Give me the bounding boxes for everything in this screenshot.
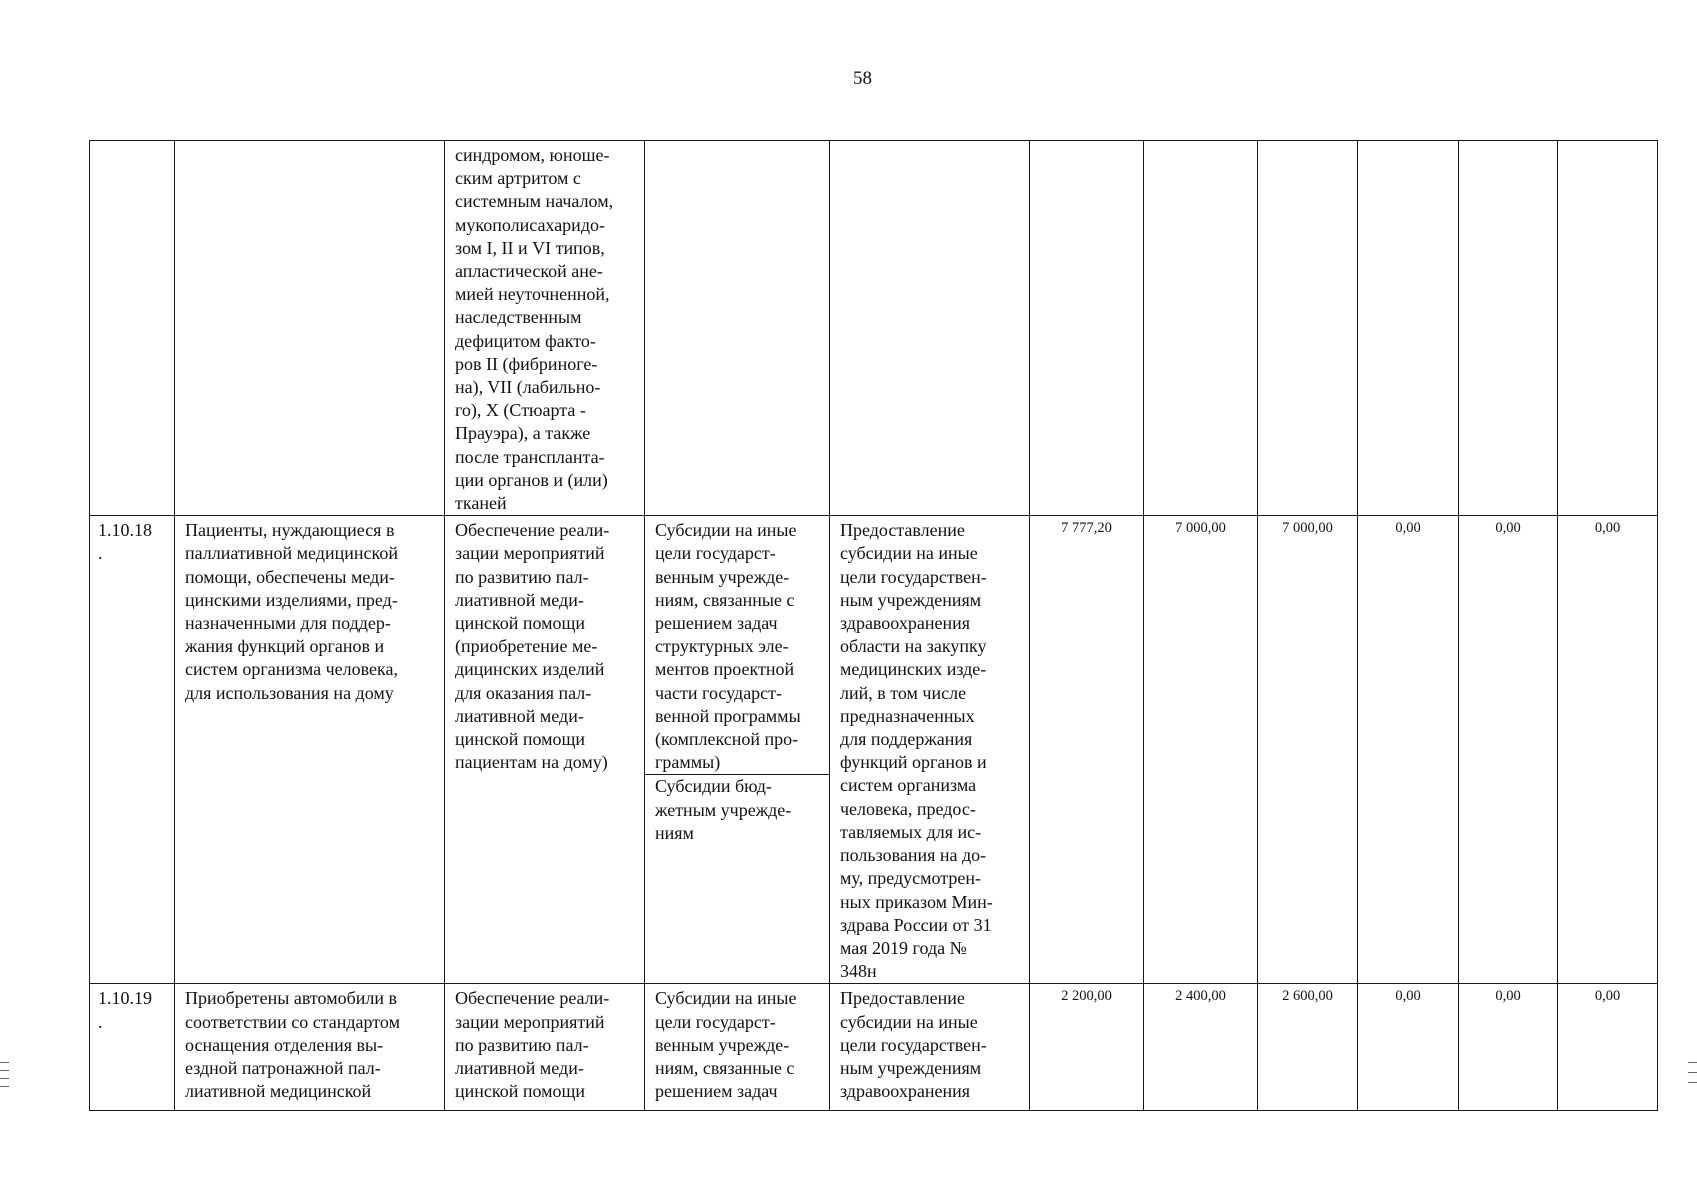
value-cell bbox=[1358, 141, 1459, 516]
purpose-cell bbox=[830, 141, 1030, 516]
row-index-cell: 1.10.19 . bbox=[90, 984, 175, 1111]
purpose-cell: Предоставление субсидии на иные цели государствен- ным учреждениям здравоохранения области на закупку медицинских изде- лий, в том числе предназначенных для поддержания функций органов и систем организма человека, предос- тавляемых для ис- пользования на до- му, предусмотрен- ных приказом Мин- здрава России от 31 мая 2019 года № 348н bbox=[830, 516, 1030, 984]
value-cell bbox=[1258, 141, 1358, 516]
value-cell bbox=[1558, 141, 1658, 516]
measure-cell: Обеспечение реали- зации мероприятий по развитию пал- лиативной меди- цинской помощи bbox=[445, 984, 645, 1111]
scan-edge-mark bbox=[0, 1070, 9, 1071]
table-row bbox=[90, 516, 1658, 984]
subsidy-type-cell bbox=[645, 516, 830, 984]
subsidy-type-primary: Субсидии на иные цели государст- венным учрежде- ниям, связанные с решением задач структурных эле- ментов проектной части государст- венной программы (комплексной про- граммы) bbox=[645, 519, 829, 775]
table-row bbox=[90, 141, 1658, 516]
subsidy-type-secondary: Субсидии бюд- жетным учрежде- ниям bbox=[655, 776, 792, 843]
value-cell: 0,00 bbox=[1459, 984, 1558, 1111]
page-number: 58 bbox=[853, 68, 872, 89]
value-cell: 7 777,20 bbox=[1030, 516, 1144, 984]
value-cell: 0,00 bbox=[1358, 516, 1459, 984]
value-cell: 0,00 bbox=[1558, 516, 1658, 984]
value-cell: 7 000,00 bbox=[1144, 516, 1258, 984]
table-row bbox=[90, 984, 1658, 1111]
result-cell bbox=[175, 141, 445, 516]
value-cell: 2 200,00 bbox=[1030, 984, 1144, 1111]
measure-cell: синдромом, юноше- ским артритом с системным началом, мукополисахаридо- зом I, II и VI типов, апластической ане- мией неуточненной, наследственным дефицитом факто- ров II (фибриноге- на), VII (лабильно- го), X (Стюарта - Прауэра), а также после транспланта- ции органов и (или) тканей bbox=[445, 141, 645, 516]
result-cell: Приобретены автомобили в соответствии со стандартом оснащения отделения вы- ездной патронажной пал- лиативной медицинской bbox=[175, 984, 445, 1111]
result-cell: Пациенты, нуждающиеся в паллиативной медицинской помощи, обеспечены меди- цинскими изделиями, пред- назначенными для поддер- жания функций органов и систем организма человека, для использования на дому bbox=[175, 516, 445, 984]
value-cell: 2 400,00 bbox=[1144, 984, 1258, 1111]
scan-edge-mark bbox=[1688, 1062, 1697, 1063]
subsidy-type-cell: Субсидии на иные цели государст- венным учрежде- ниям, связанные с решением задач bbox=[645, 984, 830, 1111]
value-cell bbox=[1144, 141, 1258, 516]
scan-edge-mark bbox=[1688, 1082, 1697, 1083]
scan-edge-mark bbox=[0, 1062, 9, 1063]
subsidy-type-cell bbox=[645, 141, 830, 516]
value-cell: 0,00 bbox=[1358, 984, 1459, 1111]
scan-edge-mark bbox=[0, 1078, 9, 1079]
scan-edge-mark bbox=[1688, 1072, 1697, 1073]
value-cell: 2 600,00 bbox=[1258, 984, 1358, 1111]
row-index-cell: 1.10.18 . bbox=[90, 516, 175, 984]
value-cell: 0,00 bbox=[1459, 516, 1558, 984]
measure-cell: Обеспечение реали- зации мероприятий по развитию пал- лиативной меди- цинской помощи (приобретение ме- дицинских изделий для оказания пал- лиативной меди- цинской помощи пациентам на дому) bbox=[445, 516, 645, 984]
row-index-cell bbox=[90, 141, 175, 516]
scan-edge-mark bbox=[0, 1086, 9, 1087]
value-cell bbox=[1030, 141, 1144, 516]
value-cell bbox=[1459, 141, 1558, 516]
value-cell: 7 000,00 bbox=[1258, 516, 1358, 984]
value-cell: 0,00 bbox=[1558, 984, 1658, 1111]
purpose-cell: Предоставление субсидии на иные цели государствен- ным учреждениям здравоохранения bbox=[830, 984, 1030, 1111]
program-table bbox=[89, 140, 1658, 1111]
